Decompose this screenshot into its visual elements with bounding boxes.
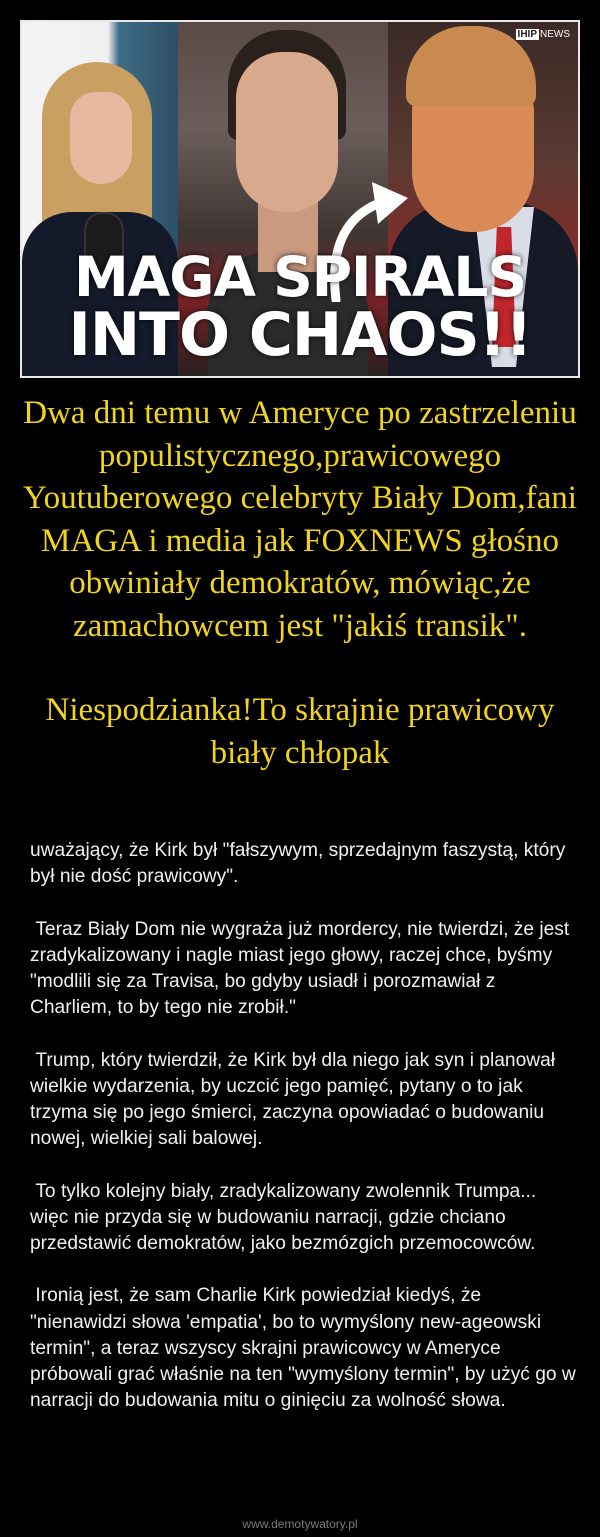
description-paragraph: Teraz Biały Dom nie wygraża już mordercy, nie twierdzi, że jest zradykalizowany i nagle miast jego głowy, raczej chce, byśmy "modlili się za Travisa, bo gdyby usiadł i porozmawiał z Charliem, to by tego nie zrobił." xyxy=(30,918,575,1019)
description-paragraph: Ironią jest, że sam Charlie Kirk powiedział kiedyś, że "nienawidzi słowa 'empatia', bo to wymyślony new-ageowski termin", a teraz wszyscy skrajni prawicowcy w Ameryce próbowali grać właśnie na ten "wymyślony termin", by użyć go w narracji do budowania mitu o ginięciu za wolność słowa. xyxy=(30,1285,582,1412)
description-paragraph: To tylko kolejny biały, zradykalizowany zwolennik Trumpa... więc nie przyda się w budowaniu narracji, gdzie chciano przedstawić demokratów, jako bezmózgich przemocowców. xyxy=(30,1180,542,1254)
title-paragraph-1: Dwa dni temu w Ameryce po zastrzeleniu populistycznego,prawicowego Youtuberowego celebryty Biały Dom,fani MAGA i media jak FOXNEWS głośno obwiniały demokratów, mówiąc,że zamachowcem jest "jakiś transik". xyxy=(23,395,577,644)
headline-line-2: INTO CHAOS!! xyxy=(68,300,532,370)
post-title xyxy=(20,392,580,774)
thumbnail-image xyxy=(20,20,580,378)
title-paragraph-2: Niespodzianka!To skrajnie prawicowy biały chłopak xyxy=(45,692,555,771)
headline-line-1: MAGA SPIRALS xyxy=(73,245,527,309)
site-watermark: www.demotywatory.pl xyxy=(242,1517,358,1531)
post-description xyxy=(30,838,582,1441)
description-paragraph: Trump, który twierdził, że Kirk był dla niego jak syn i planował wielkie wydarzenia, by uczcić jego pamięć, pytany o to jak trzyma się po jego śmierci, zaczyna opowiadać o budowaniu nowej, wielkiej sali balowej. xyxy=(30,1049,561,1150)
ihip-news-logo: IHIP NEWS xyxy=(517,29,570,40)
description-paragraph: uważający, że Kirk był "fałszywym, sprzedajnym faszystą, który był nie dość prawicowy". xyxy=(30,840,571,888)
